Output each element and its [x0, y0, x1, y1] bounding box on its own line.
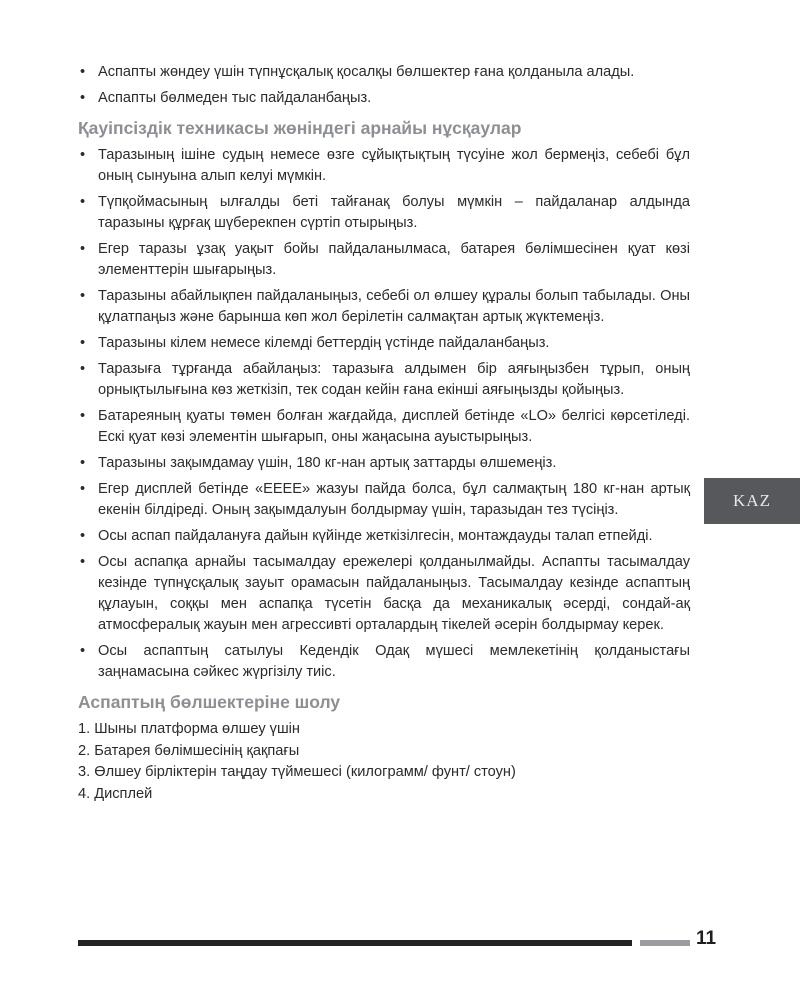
footer-rule-dark	[78, 940, 632, 946]
parts-list	[78, 719, 690, 805]
safety-heading: Қауіпсіздік техникасы жөніндегі арнайы нұсқаулар	[78, 118, 522, 138]
list-item: • Егер дисплей бетінде «EEEE» жазуы пайда болса, бұл салмақтың 180 кг-нан артық екенін білдіреді. Оның зақымдалуын болдырмау үшін, таразыдан тез түсіңіз.	[78, 479, 690, 521]
list-item: 4. Дисплей	[78, 785, 153, 802]
intro-bullet-list	[78, 62, 690, 109]
list-item: • Таразыны абайлықпен пайдаланыңыз, себебі ол өлшеу құралы болып табылады. Оны құлатпаңыз және барынша көп жол берілетін салмақтан артық жүктемеңіз.	[78, 286, 690, 328]
list-item: • Батареяның қуаты төмен болған жағдайда, дисплей бетінде «LO» белгісі көрсетіледі. Ескі қуат көзі элементін шығарып, оны жаңасына ауыстырыңыз.	[78, 406, 690, 448]
list-item: • Осы аспапқа арнайы тасымалдау ережелері қолданылмайды. Аспапты тасымалдау кезінде түпнұсқалық зауыт орамасын пайдаланыңыз. Тасымалдау кезінде аспаптың құлауын, соққы мен аспапқа түсетін басқа да механикалық әсерді, сондай-ақ атмосфералық жауын мен агрессивті орталардың тікелей әсерін болдырмау керек.	[78, 552, 690, 636]
list-item: 1. Шыны платформа өлшеу үшін	[78, 721, 300, 737]
footer-rule-light	[640, 940, 690, 946]
list-item: • Түпқоймасының ылғалды беті тайғанақ болуы мүмкін – пайдаланар алдында таразыны құрғақ шүберекпен сүртіп отырыңыз.	[78, 192, 690, 234]
list-item: • Таразыға тұрғанда абайлаңыз: таразыға алдымен бір аяғыңызбен тұрып, оның орнықтылығына көз жеткізіп, тек содан кейін ғана екінші аяғыңызды қойыңыз.	[78, 359, 690, 401]
page-content	[78, 62, 690, 805]
list-item: • Осы аспаптың сатылуы Кедендік Одақ мүшесі мемлекетінің қолданыстағы заңнамасына сәйкес жүргізілу тиіс.	[78, 641, 690, 683]
list-item: • Аспапты бөлмеден тыс пайдаланбаңыз.	[78, 88, 690, 109]
list-item: • Таразыны зақымдамау үшін, 180 кг-нан артық заттарды өлшемеңіз.	[78, 453, 690, 474]
safety-bullet-list	[78, 145, 690, 683]
page-number: 11	[696, 928, 717, 949]
list-item: • Аспапты жөндеу үшін түпнұсқалық қосалқы бөлшектер ғана қолданыла алады.	[78, 62, 690, 83]
list-item: 3. Өлшеу бірліктерін таңдау түймешесі (килограмм/ фунт/ стоун)	[78, 764, 516, 780]
list-item: 2. Батарея бөлімшесінің қақпағы	[78, 742, 300, 759]
language-tab: KAZ	[704, 478, 800, 524]
list-item: • Егер таразы ұзақ уақыт бойы пайдаланылмаса, батарея бөлімшесінен қуат көзі элементтерін шығарыңыз.	[78, 239, 690, 281]
list-item: • Осы аспап пайдалануға дайын күйінде жеткізілгесін, монтаждауды талап етпейді.	[78, 526, 690, 547]
overview-heading: Аспаптың бөлшектеріне шолу	[78, 692, 341, 712]
list-item: • Таразының ішіне судың немесе өзге сұйықтықтың түсуіне жол бермеңіз, себебі бұл оның сынуына алып келуі мүмкін.	[78, 145, 690, 187]
list-item: • Таразыны кілем немесе кілемді беттердің үстінде пайдаланбаңыз.	[78, 333, 690, 354]
